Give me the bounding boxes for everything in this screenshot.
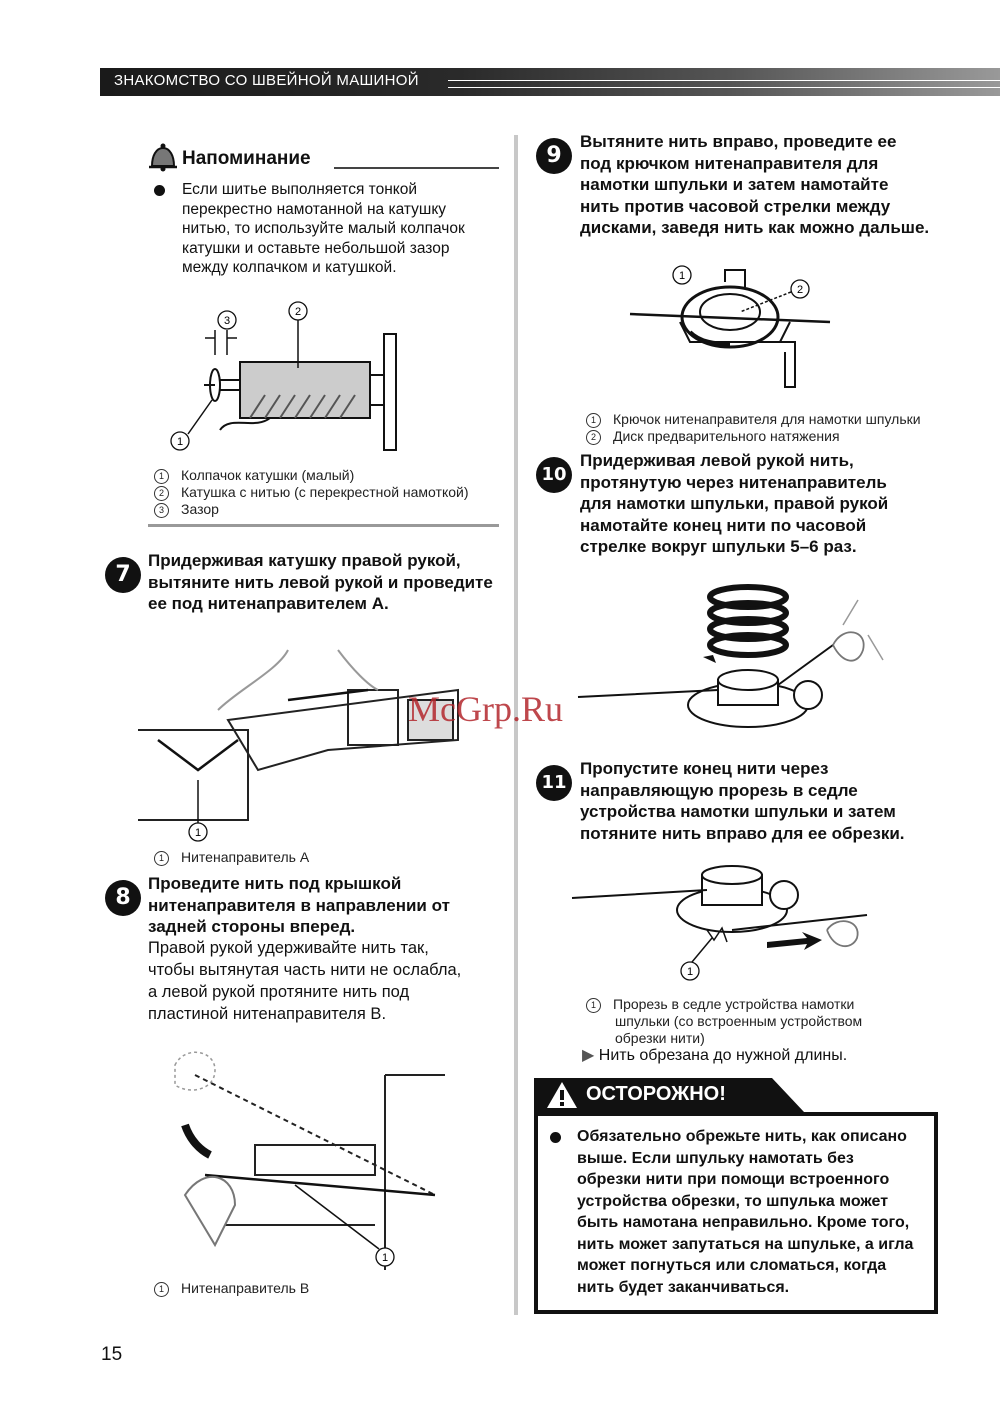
spool-cap-illustration bbox=[160, 300, 410, 460]
step-7-legend: 1 Нитенаправитель A bbox=[154, 849, 309, 866]
step-11-result: ▶ Нить обрезана до нужной длины. bbox=[582, 1047, 848, 1064]
step-9-text: Вытяните нить вправо, проведите ее под крючком нитенаправителя для намотки шпульки и затем намотайте нить против часовой стрелки между дисками, заведя нить как можно дальше. bbox=[580, 132, 930, 237]
step-8-text: Правой рукой удерживайте нить так, чтобы вытянутая часть нити не ослабла, а левой рукой протяните нить под пластиной нитенаправителя B. bbox=[148, 939, 462, 1023]
step-8-callout: 1 bbox=[381, 1252, 389, 1264]
bell-note-icon bbox=[146, 142, 180, 172]
step-10-number: 10 bbox=[536, 457, 572, 493]
page-number: 15 bbox=[101, 1344, 123, 1365]
step-8-title: Проведите нить под крышкой нитенаправителя в направлении от задней стороны вперед. bbox=[148, 874, 450, 936]
caution-text: Обязательно обрежьте нить, как описано выше. Если шпульку намотать без обрезки нити при помощи встроенного устройства обрезки, то шпулька может быть намотана неправильно. Кроме того, нить может запутаться на шпульке, а игла может погнуться или сломаться, когда нить будет заканчиваться. bbox=[577, 1128, 914, 1296]
section-title: ЗНАКОМСТВО СО ШВЕЙНОЙ МАШИНОЙ bbox=[114, 72, 419, 89]
thread-guide-a-illustration bbox=[138, 630, 468, 850]
step-11-number: 11 bbox=[536, 765, 572, 801]
caution-title: ОСТОРОЖНО! bbox=[586, 1083, 726, 1105]
step-8-number: 8 bbox=[105, 880, 141, 916]
bobbin-cutter-illustration bbox=[572, 860, 872, 985]
step-9-number: 9 bbox=[536, 138, 572, 174]
step-11-callout: 1 bbox=[686, 966, 694, 978]
note-legend: 1 Колпачок катушки (малый) 2 Катушка с нитью (с перекрестной намоткой) 3 Зазор bbox=[154, 467, 469, 518]
callout-2: 2 bbox=[294, 306, 302, 318]
step-7-callout: 1 bbox=[194, 827, 202, 839]
callout-1: 1 bbox=[176, 436, 184, 448]
step-7-text: Придерживая катушку правой рукой, вытяните нить левой рукой и проведите ее под нитенаправителем A. bbox=[148, 551, 493, 613]
header-rules bbox=[448, 80, 1000, 88]
step-8-legend: 1 Нитенаправитель B bbox=[154, 1280, 309, 1297]
warning-icon bbox=[546, 1081, 578, 1109]
step-10-text: Придерживая левой рукой нить, протянутую через нитенаправитель для намотки шпульки, правой рукой намотайте конец нити по часовой стрелке вокруг шпульки 5–6 раз. bbox=[580, 451, 889, 556]
step-7-number: 7 bbox=[105, 557, 141, 593]
thread-guide-b-illustration bbox=[155, 1045, 445, 1275]
result-arrow-icon: ▶ bbox=[582, 1047, 595, 1064]
watermark: McGrp.Ru bbox=[408, 689, 563, 729]
step-9-callout-2: 2 bbox=[796, 284, 804, 296]
step-11-legend: 1 Прорезь в седле устройства намотки шпульки (со встроенным устройством обрезки нити) bbox=[586, 996, 862, 1047]
note-underline bbox=[334, 167, 499, 169]
step-9-legend: 1 Крючок нитенаправителя для намотки шпульки 2 Диск предварительного натяжения bbox=[586, 411, 921, 445]
step-11-text: Пропустите конец нити через направляющую прорезь в седле устройства намотки шпульки и затем потяните нить вправо для ее обрезки. bbox=[580, 759, 905, 843]
bobbin-winder-guide-illustration bbox=[630, 262, 840, 392]
note-title: Напоминание bbox=[182, 148, 311, 169]
step-9-callout-1: 1 bbox=[678, 270, 686, 282]
bobbin-winding-illustration bbox=[578, 585, 888, 745]
caution-bullet bbox=[550, 1132, 561, 1143]
callout-3: 3 bbox=[223, 315, 231, 327]
note-text: Если шитье выполняется тонкой перекрестно намотанной на катушку нитью, то используйте малый колпачок катушки и оставьте небольшой зазор между колпачком и катушкой. bbox=[182, 181, 465, 276]
note-divider bbox=[148, 524, 499, 527]
bullet bbox=[154, 185, 165, 196]
